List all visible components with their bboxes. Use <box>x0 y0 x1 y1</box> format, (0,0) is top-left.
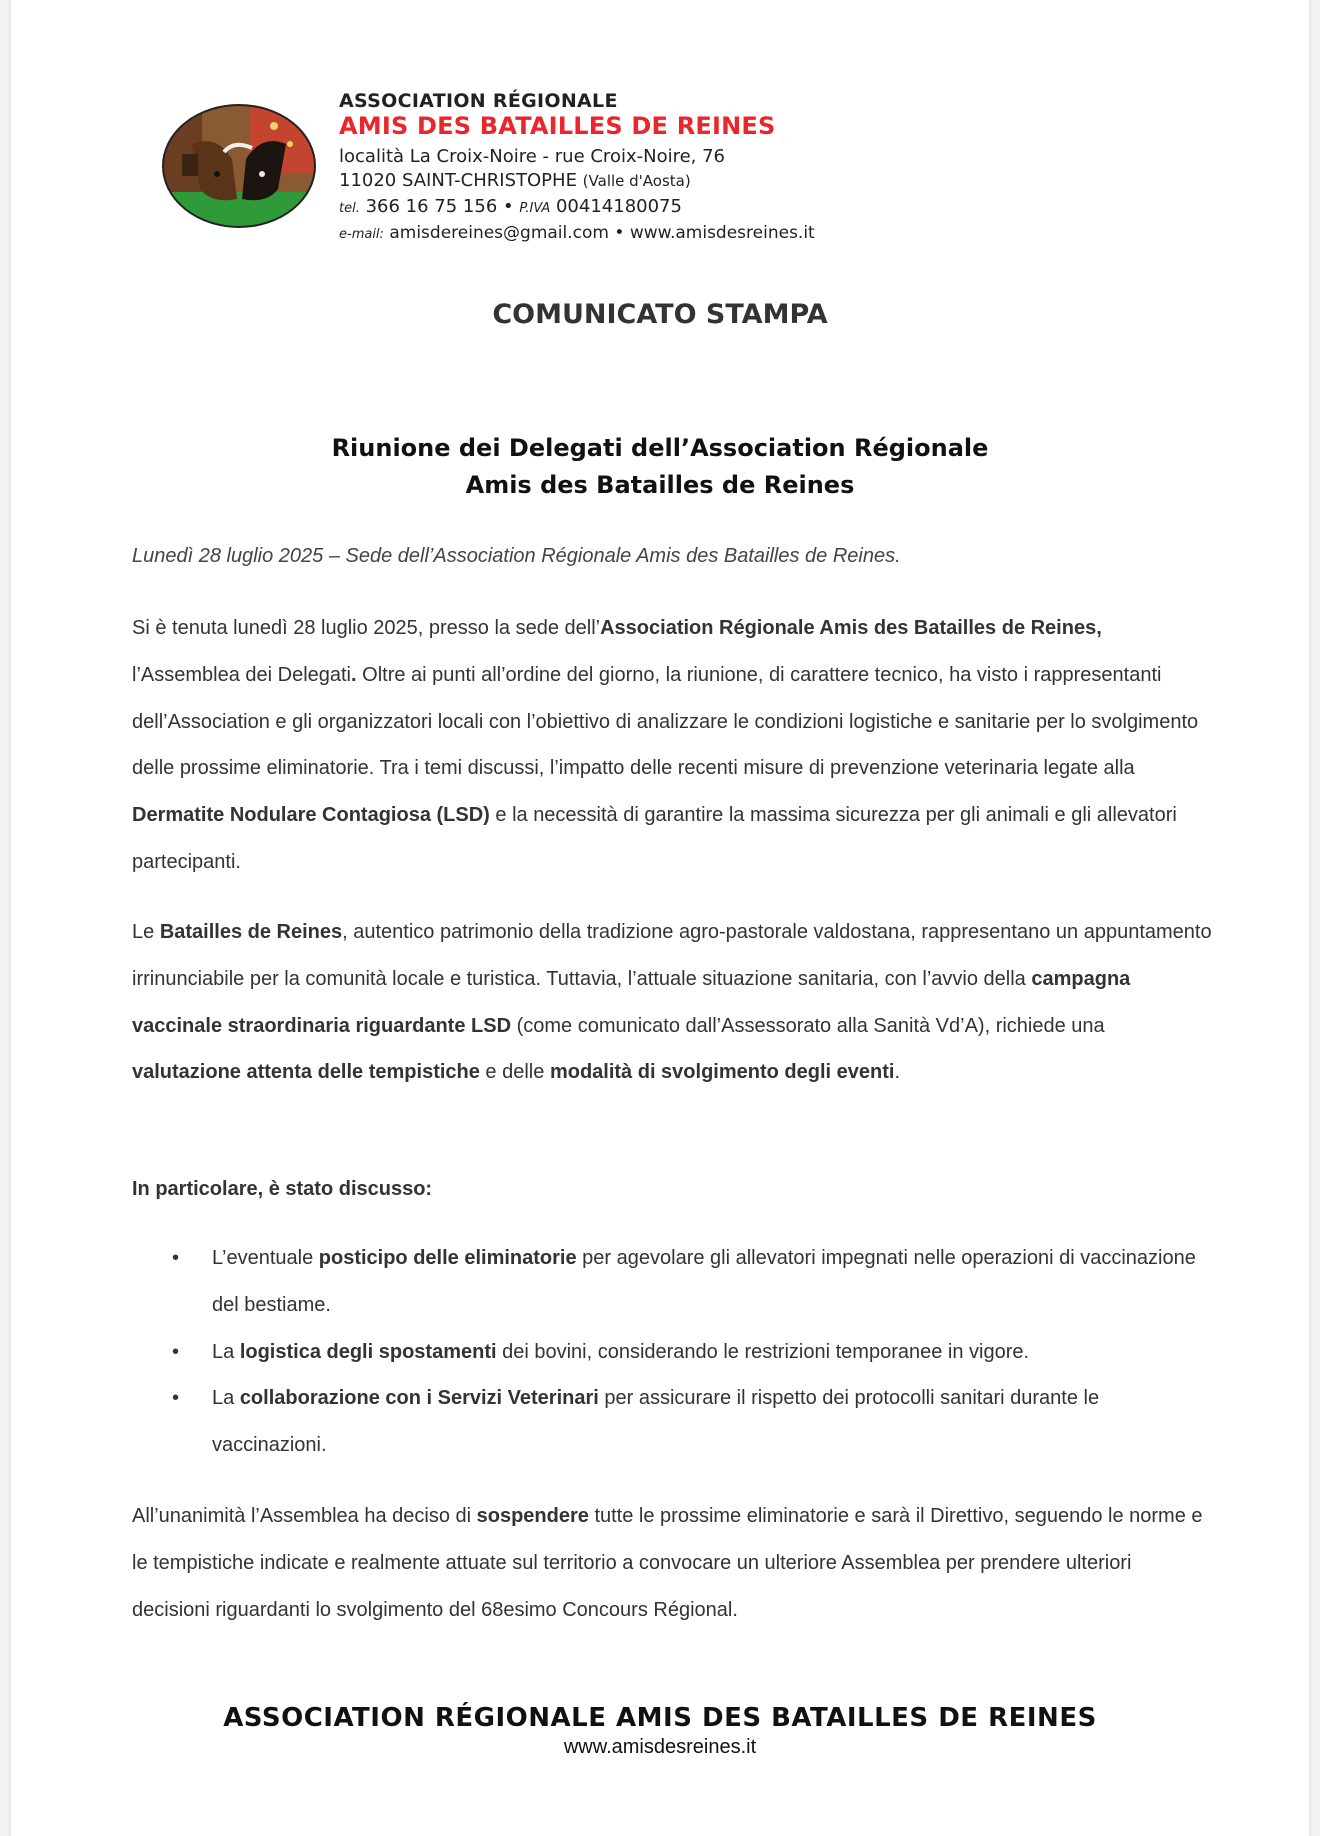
meeting-title-line-2: Amis des Batailles de Reines <box>465 471 855 499</box>
footer-website-link[interactable]: www.amisdesreines.it <box>563 1736 757 1758</box>
list-item <box>132 1235 1212 1329</box>
city-line <box>339 170 815 191</box>
text-run: , autentico patrimonio della tradizione agro-pastorale valdostana, rappresentano un appuntamento irrinunciabile per la comunità locale e turistica. Tuttavia, l’attuale situazione sanitaria, con l’avvio della <box>132 921 1212 990</box>
bold-run: logistica degli spostamenti <box>239 1340 497 1363</box>
email-label: e-mail: <box>339 227 384 242</box>
text-run: dei bovini, considerando le restrizioni temporanee in vigore. <box>496 1340 1030 1363</box>
paragraph-2 <box>132 909 1212 1096</box>
paragraph-4 <box>132 1493 1212 1633</box>
phone-vat-line: tel. 366 16 75 156 • P.IVA 00414180075 <box>339 196 682 217</box>
discussion-list <box>132 1235 1212 1469</box>
text-run: tutte le prossime eliminatorie e sarà il Direttivo, seguendo le norme e le tempistiche indicate e realmente attuate sul territorio a convocare un ulteriore Assemblea per prendere ulteriori decisioni riguardanti lo svolgimento del 68esimo Concours Régional. <box>132 1505 1203 1621</box>
text-run: e delle <box>479 1061 550 1084</box>
bold-run: collaborazione con i Servizi Veterinari <box>239 1387 599 1410</box>
bold-run: campagna vaccinale straordinaria riguardante LSD <box>132 967 1131 1037</box>
bold-run: posticipo delle eliminatorie <box>318 1247 577 1269</box>
bold-run: sospendere <box>476 1505 589 1527</box>
text-run: Oltre ai punti all’ordine del giorno, la riunione, di carattere tecnico, ha visto i rappresentanti dell’Association e gli organizzatori locali con l’obiettivo di analizzare le condizioni logistiche e sanitarie per lo svolgimento delle prossime eliminatorie. Tra i temi discussi, l’impatto delle recenti misure di prevenzione veterinaria legate alla <box>132 663 1199 780</box>
bold-run: . <box>351 663 357 686</box>
list-item <box>132 1375 1212 1469</box>
city: 11020 SAINT-CHRISTOPHE <box>339 170 577 191</box>
meeting-title <box>11 430 1309 504</box>
bold-run: Batailles de Reines <box>159 921 343 943</box>
text-run: Si è tenuta lunedì 28 luglio 2025, presso la sede dell’ <box>132 617 601 639</box>
bullet-icon: • <box>172 1340 180 1363</box>
document-page <box>11 0 1309 1836</box>
text-run: L’eventuale <box>212 1247 319 1269</box>
bold-run: Dermatite Nodulare Contagiosa (LSD) <box>132 804 490 827</box>
footer-organization: ASSOCIATION RÉGIONALE AMIS DES BATAILLES DE REINES <box>223 1703 1097 1733</box>
paragraph-3: In particolare, è stato discusso: <box>132 1178 433 1200</box>
press-release-title: COMUNICATO STAMPA <box>492 299 828 330</box>
bullet-icon: • <box>172 1387 180 1410</box>
letterhead <box>162 88 922 248</box>
email-link[interactable]: amisdereines@gmail.com <box>389 223 609 243</box>
letterhead-text <box>339 88 815 243</box>
text-run: per assicurare il rispetto dei protocolli sanitari durante le vaccinazioni. <box>212 1387 1100 1457</box>
meeting-title-line-1: Riunione dei Delegati dell’Association Régionale <box>331 434 989 462</box>
text-run: La <box>212 1340 240 1363</box>
address-line: località La Croix-Noire - rue Croix-Noire, 76 <box>339 146 726 167</box>
text-run: e la necessità di garantire la massima sicurezza per gli animali e gli allevatori partecipanti. <box>132 804 1177 873</box>
website-link[interactable]: www.amisdesreines.it <box>629 223 815 243</box>
association-name: AMIS DES BATAILLES DE REINES <box>339 112 776 140</box>
email-web-line: e-mail: amisdereines@gmail.com • www.amisdesreines.it <box>339 223 815 243</box>
bold-run: Association Régionale Amis des Batailles de Reines, <box>600 617 1102 639</box>
text-run: Le <box>132 921 160 943</box>
dateline: Lunedì 28 luglio 2025 – Sede dell’Association Régionale Amis des Batailles de Reines. <box>132 545 901 567</box>
tel-label: tel. <box>339 201 360 216</box>
association-line: ASSOCIATION RÉGIONALE <box>339 90 618 112</box>
text-run: La <box>212 1387 240 1410</box>
text-run: per agevolare gli allevatori impegnati nelle operazioni di vaccinazione del bestiame. <box>212 1247 1196 1316</box>
piva-number: 00414180075 <box>555 196 682 217</box>
list-item <box>132 1329 1212 1376</box>
tel-number: 366 16 75 156 <box>365 196 498 217</box>
bullet-icon: • <box>172 1247 180 1269</box>
text-run: (come comunicato dall’Assessorato alla Sanità Vd’A), richiede una <box>511 1014 1105 1037</box>
bold-run: modalità di svolgimento degli eventi <box>549 1061 895 1084</box>
piva-label: P.IVA <box>519 201 551 216</box>
region: (Valle d'Aosta) <box>582 172 691 190</box>
bold-run: valutazione attenta delle tempistiche <box>132 1061 480 1084</box>
paragraph-1 <box>132 605 1212 886</box>
cow-fight-logo <box>162 104 316 228</box>
text-run: . <box>894 1061 901 1084</box>
text-run: All’unanimità l’Assemblea ha deciso di <box>132 1505 477 1527</box>
text-run: l’Assemblea dei Delegati <box>132 663 352 686</box>
